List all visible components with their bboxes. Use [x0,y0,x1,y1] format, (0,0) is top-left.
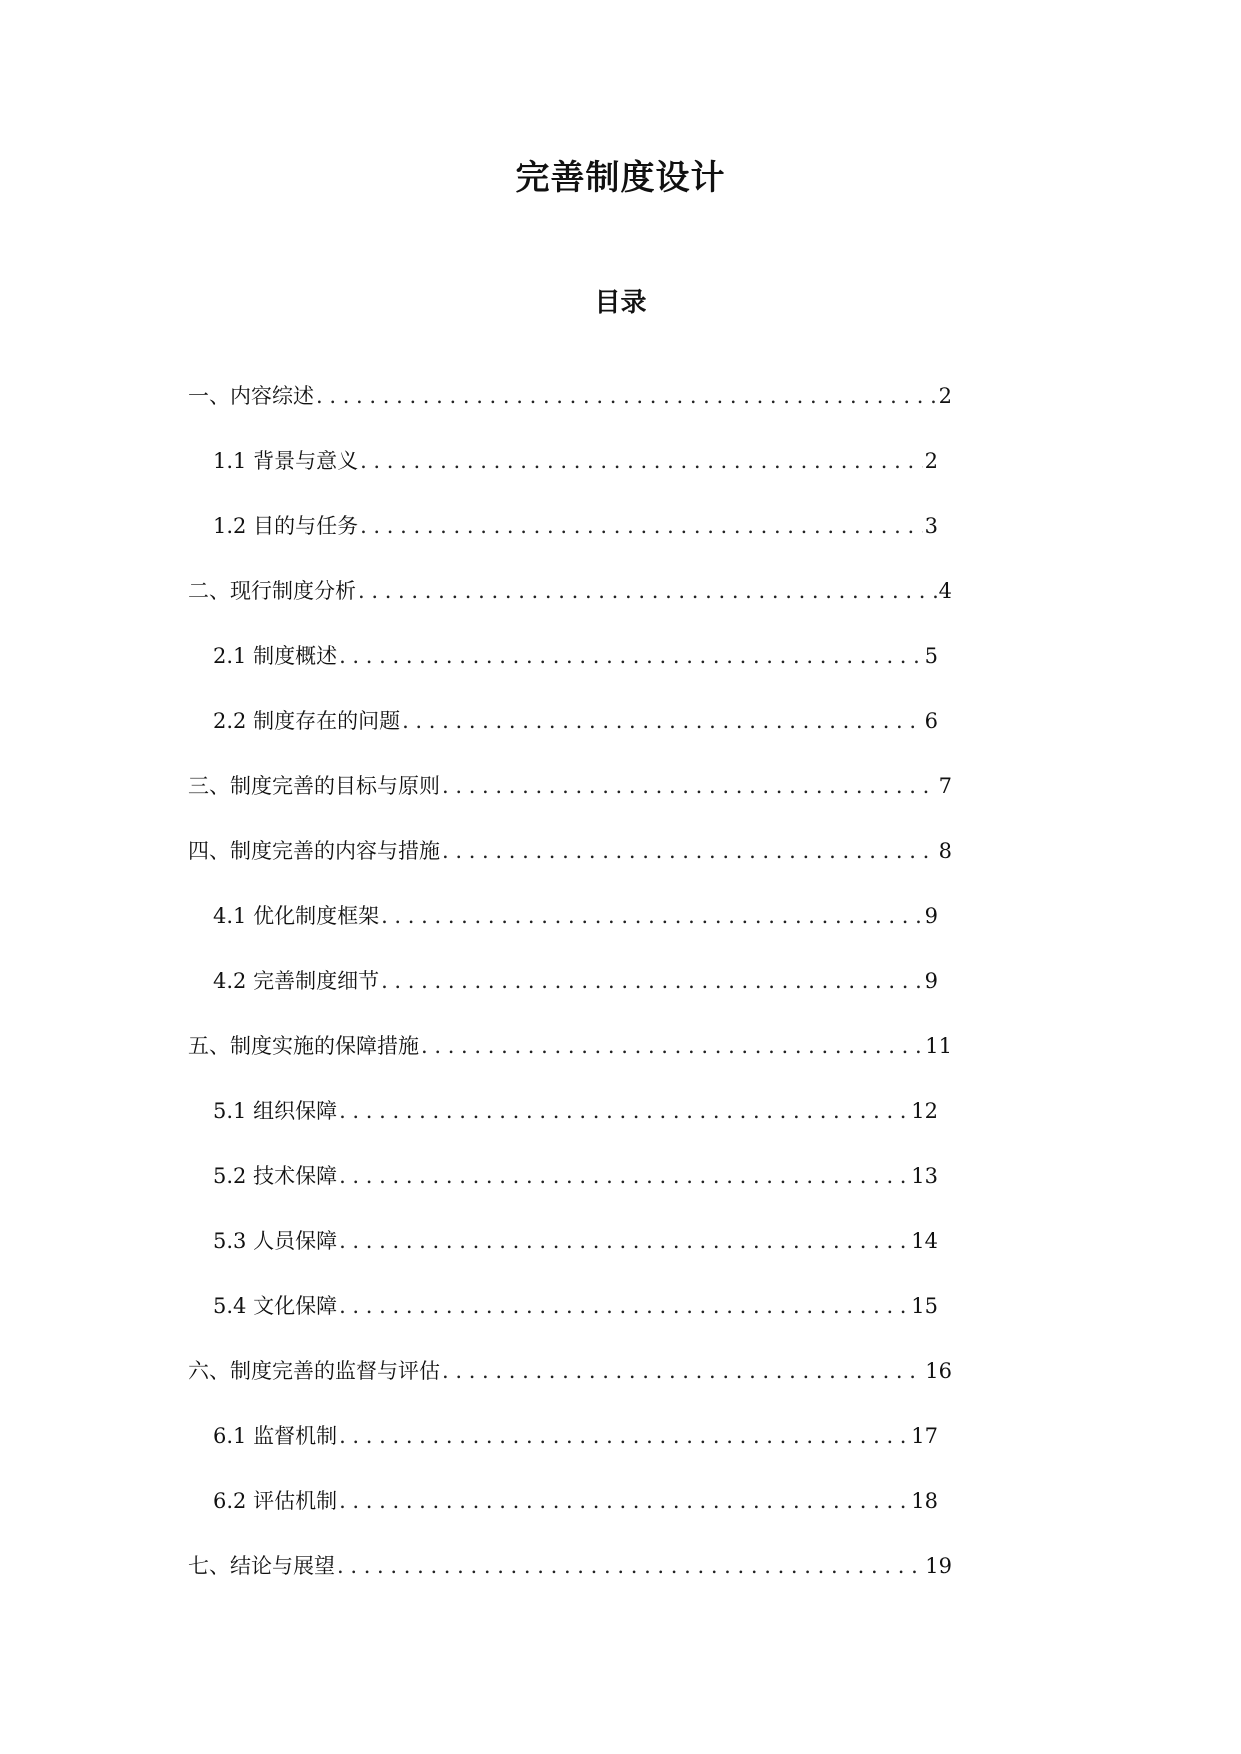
toc-leader-dots [339,1164,909,1188]
toc-leader-dots [339,1489,909,1513]
toc-entry[interactable] [188,510,952,575]
toc-leader-dots [316,384,937,408]
toc-leader-dots [360,449,923,473]
toc-entry-label: 七、结论与展望 [188,1554,335,1578]
toc-entry[interactable] [188,835,952,900]
toc-entry[interactable] [188,380,952,445]
toc-entry-page: 9 [924,969,938,993]
toc-entry-page: 9 [924,904,938,928]
toc-entry-label: 一、内容综述 [188,384,314,408]
toc-entry-page: 8 [938,839,952,863]
toc-entry-label: 5.3 人员保障 [213,1229,338,1253]
toc-entry-page: 13 [911,1164,938,1188]
toc-entry[interactable] [188,1030,952,1095]
toc-leader-dots [337,1554,923,1578]
toc-leader-dots [442,1359,923,1383]
toc-entry-page: 2 [924,449,938,473]
toc-entry[interactable] [188,640,952,705]
toc-entry-page: 3 [924,514,938,538]
toc-entry-page: 17 [911,1424,938,1448]
toc-entry-page: 14 [911,1229,938,1253]
toc-entry-label: 5.1 组织保障 [213,1099,338,1123]
toc-entry[interactable] [188,1355,952,1420]
toc-entry[interactable] [188,1485,952,1550]
toc-leader-dots [339,1294,909,1318]
toc-entry-page: 11 [925,1034,952,1058]
toc-entry[interactable] [188,1095,952,1160]
toc-entry-label: 六、制度完善的监督与评估 [188,1359,440,1383]
toc-entry-label: 4.2 完善制度细节 [213,969,380,993]
toc-leader-dots [381,969,923,993]
toc-entry-page: 16 [925,1359,952,1383]
toc-entry-page: 19 [925,1554,952,1578]
toc-heading: 目录 [594,288,647,318]
toc-leader-dots [402,709,923,733]
toc-entry-label: 1.1 背景与意义 [213,449,359,473]
toc-entry-page: 15 [911,1294,938,1318]
toc-entry-label: 1.2 目的与任务 [213,514,359,538]
toc-entry-label: 2.1 制度概述 [213,644,338,668]
toc-entry-label: 6.1 监督机制 [213,1424,338,1448]
toc-entry-page: 7 [938,774,952,798]
toc-leader-dots [358,579,937,603]
toc-entry-label: 五、制度实施的保障措施 [188,1034,419,1058]
toc-leader-dots [381,904,923,928]
document-title: 完善制度设计 [515,158,726,198]
toc-leader-dots [339,1424,909,1448]
toc-leader-dots [360,514,923,538]
toc-entry[interactable] [188,445,952,510]
toc-entry-label: 4.1 优化制度框架 [213,904,380,928]
toc-entry-label: 6.2 评估机制 [213,1489,338,1513]
toc-entry-page: 6 [924,709,938,733]
toc-entry[interactable] [188,965,952,1030]
toc-entry[interactable] [188,1550,952,1615]
toc-entry-label: 二、现行制度分析 [188,579,356,603]
toc-entry[interactable] [188,900,952,965]
toc-entry-page: 5 [924,644,938,668]
toc-leader-dots [442,774,937,798]
toc-leader-dots [442,839,937,863]
toc-entry[interactable] [188,1225,952,1290]
table-of-contents [188,380,952,1615]
toc-entry[interactable] [188,1290,952,1355]
toc-entry-page: 18 [911,1489,938,1513]
toc-entry[interactable] [188,575,952,640]
toc-entry-page: 12 [911,1099,938,1123]
toc-leader-dots [421,1034,923,1058]
toc-entry-label: 2.2 制度存在的问题 [213,709,401,733]
toc-entry-label: 5.2 技术保障 [213,1164,338,1188]
toc-entry-label: 四、制度完善的内容与措施 [188,839,440,863]
toc-entry-label: 三、制度完善的目标与原则 [188,774,440,798]
toc-entry-page: 4 [938,579,952,603]
toc-leader-dots [339,644,923,668]
toc-entry[interactable] [188,1420,952,1485]
toc-leader-dots [339,1099,909,1123]
toc-leader-dots [339,1229,909,1253]
toc-entry[interactable] [188,770,952,835]
toc-entry[interactable] [188,705,952,770]
toc-entry-page: 2 [938,384,952,408]
toc-entry[interactable] [188,1160,952,1225]
toc-entry-label: 5.4 文化保障 [213,1294,338,1318]
